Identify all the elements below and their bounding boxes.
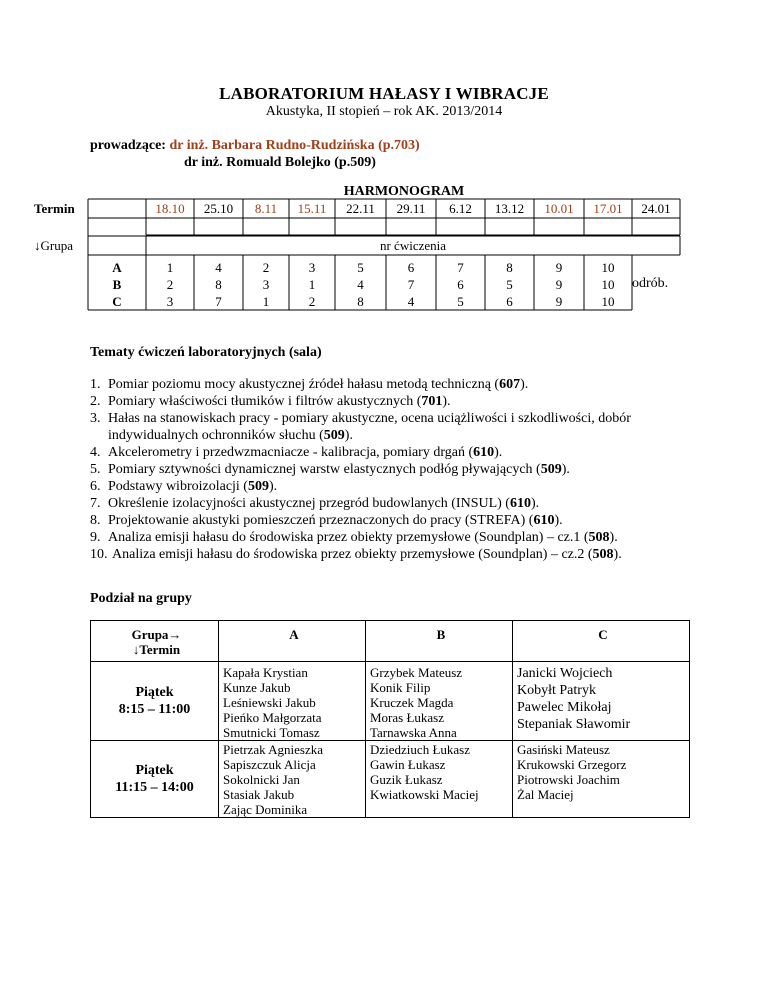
topic-number: 8. xyxy=(90,513,101,528)
exercise-cell: 3 xyxy=(308,260,316,275)
topics-list xyxy=(90,376,720,563)
topic-text: Podstawy wibroizolacji (509). xyxy=(108,479,278,494)
member-name: Stepaniak Sławomir xyxy=(517,717,631,732)
exercise-cell: 8 xyxy=(215,277,222,292)
exercise-cell: 5 xyxy=(506,277,513,292)
exercise-cell: 3 xyxy=(262,277,270,292)
member-name: Pieńko Małgorzata xyxy=(223,710,322,725)
topic-item xyxy=(90,512,720,529)
topic-number: 10. xyxy=(90,547,108,562)
topic-item xyxy=(90,444,720,461)
topic-item xyxy=(90,478,720,495)
topic-number: 4. xyxy=(90,445,101,460)
topic-number: 3. xyxy=(90,411,101,426)
date-cell: 15.11 xyxy=(297,201,327,216)
instructor-1: dr inż. Barbara Rudno-Rudzińska (p.703) xyxy=(169,138,420,153)
group-a-members xyxy=(219,741,366,818)
topic-room: 509 xyxy=(247,479,269,494)
topic-text: Pomiary właściwości tłumików i filtrów akustycznych (701). xyxy=(108,394,451,409)
member-name: Pietrzak Agnieszka xyxy=(223,742,323,757)
member-name: Kruczek Magda xyxy=(370,695,454,710)
group-col-a: A xyxy=(219,621,366,662)
topic-item xyxy=(90,393,720,410)
exercise-cell: 1 xyxy=(308,277,316,292)
date-cell: 24.01 xyxy=(641,201,671,216)
exercise-cell: 3 xyxy=(166,294,174,309)
makeup-label: odrób. xyxy=(632,276,669,291)
exercise-cell: 9 xyxy=(555,277,563,292)
date-cell: 17.01 xyxy=(593,201,623,216)
exercise-cell: 7 xyxy=(407,277,415,292)
group-b-members xyxy=(366,662,513,741)
topic-text: Analiza emisji hałasu do środowiska przez obiekty przemysłowe (Soundplan) – cz.1 (508). xyxy=(108,530,618,545)
topic-text: Pomiary sztywności dynamicznej warstw elastycznych podłóg pływających (509). xyxy=(108,462,570,477)
topic-number: 2. xyxy=(90,394,101,409)
topic-number: 6. xyxy=(90,479,101,494)
exercise-cell: 7 xyxy=(457,260,464,275)
group-c-members xyxy=(513,662,690,741)
topic-number: 5. xyxy=(90,462,101,477)
topic-room: 610 xyxy=(473,445,495,460)
group-label: A xyxy=(112,260,122,275)
group-label: C xyxy=(112,294,122,309)
topic-text: Analiza emisji hałasu do środowiska przez obiekty przemysłowe (Soundplan) – cz.2 (508). xyxy=(112,547,622,562)
group-col-c: C xyxy=(513,621,690,662)
exercise-cell: 10 xyxy=(601,260,615,275)
date-cell: 6.12 xyxy=(449,201,472,216)
document-title: LABORATORIUM HAŁASY I WIBRACJE xyxy=(219,84,549,103)
harmonogram-title: HARMONOGRAM xyxy=(343,184,465,199)
topic-text: Hałas na stanowiskach pracy - pomiary akustyczne, ocena uciążliwości i szkodliwości, dobór indywidualnych ochronników słuchu (509). xyxy=(108,411,631,443)
topic-item xyxy=(90,461,720,478)
exercise-cell: 1 xyxy=(166,260,174,275)
exercise-label: nr ćwiczenia xyxy=(379,238,447,253)
member-name: Zając Dominika xyxy=(223,802,308,817)
topic-room: 508 xyxy=(588,530,610,545)
topic-item xyxy=(90,410,720,444)
groups-table xyxy=(90,620,690,818)
member-name: Kapała Krystian xyxy=(223,665,308,680)
exercise-cell: 10 xyxy=(601,294,615,309)
grupa-label: ↓Grupa xyxy=(34,238,73,253)
group-b-members xyxy=(366,741,513,818)
topic-text: Określenie izolacyjności akustycznej przegród budowlanych (INSUL) (610). xyxy=(108,496,540,511)
instructors-label: prowadzące: xyxy=(90,138,166,153)
exercise-cell: 5 xyxy=(457,294,464,309)
member-name: Sokolnicki Jan xyxy=(223,772,300,787)
exercise-cell: 2 xyxy=(166,277,174,292)
topic-room: 607 xyxy=(499,377,521,392)
exercise-cell: 7 xyxy=(215,294,222,309)
group-label: B xyxy=(112,277,122,292)
exercise-cell: 2 xyxy=(262,260,270,275)
topic-room: 509 xyxy=(323,428,345,443)
topic-item xyxy=(90,546,720,563)
member-name: Kunze Jakub xyxy=(223,680,291,695)
member-name: Piotrowski Joachim xyxy=(517,772,620,787)
groups-heading: Podział na grupy xyxy=(90,591,192,606)
topic-room: 610 xyxy=(509,496,531,511)
member-name: Pawelec Mikołaj xyxy=(517,700,612,715)
member-name: Guzik Łukasz xyxy=(370,772,443,787)
exercise-cell: 5 xyxy=(357,260,364,275)
topic-number: 1. xyxy=(90,377,101,392)
member-name: Janicki Wojciech xyxy=(517,666,613,681)
exercise-cell: 2 xyxy=(308,294,316,309)
member-name: Krukowski Grzegorz xyxy=(517,757,627,772)
slot-time xyxy=(91,662,219,741)
exercise-cell: 9 xyxy=(555,294,563,309)
instructor-2: dr inż. Romuald Bolejko (p.509) xyxy=(184,155,376,170)
slot-hours: 11:15 – 14:00 xyxy=(115,780,194,795)
exercise-cell: 8 xyxy=(506,260,513,275)
group-col-b: B xyxy=(366,621,513,662)
date-cell: 22.11 xyxy=(346,201,375,216)
member-name: Stasiak Jakub xyxy=(223,787,295,802)
topic-room: 610 xyxy=(533,513,555,528)
exercise-cell: 10 xyxy=(601,277,615,292)
topic-room: 508 xyxy=(592,547,614,562)
member-name: Smutnicki Tomasz xyxy=(223,725,320,740)
exercise-cell: 6 xyxy=(457,277,464,292)
topic-number: 9. xyxy=(90,530,101,545)
slot-day: Piątek xyxy=(135,763,174,778)
groups-corner: Grupa→ ↓Termin xyxy=(91,621,219,662)
date-cell: 10.01 xyxy=(544,201,574,216)
exercise-cell: 1 xyxy=(262,294,270,309)
document-subtitle: Akustyka, II stopień – rok AK. 2013/2014 xyxy=(265,104,503,119)
slot-hours: 8:15 – 11:00 xyxy=(118,702,191,717)
exercise-cell: 6 xyxy=(506,294,513,309)
slot-time xyxy=(91,741,219,818)
topic-room: 701 xyxy=(421,394,443,409)
exercise-cell: 6 xyxy=(407,260,415,275)
member-name: Grzybek Mateusz xyxy=(370,665,463,680)
member-name: Leśniewski Jakub xyxy=(223,695,316,710)
group-c-members xyxy=(513,741,690,818)
date-cell: 29.11 xyxy=(396,201,426,216)
date-cell: 13.12 xyxy=(494,201,525,216)
topic-text: Projektowanie akustyki pomieszczeń przeznaczonych do pracy (STREFA) (610). xyxy=(108,513,563,528)
date-cell: 25.10 xyxy=(203,201,234,216)
member-name: Tarnawska Anna xyxy=(370,725,457,740)
topic-item xyxy=(90,495,720,512)
member-name: Konik Filip xyxy=(370,680,431,695)
termin-label: Termin xyxy=(34,201,75,216)
exercise-cell: 4 xyxy=(357,277,364,292)
member-name: Sapiszczuk Alicja xyxy=(223,757,316,772)
member-name: Moras Łukasz xyxy=(370,710,445,725)
member-name: Żal Maciej xyxy=(517,787,574,802)
topic-item xyxy=(90,529,720,546)
exercise-cell: 4 xyxy=(407,294,415,309)
date-cell: 18.10 xyxy=(155,201,185,216)
group-a-members xyxy=(219,662,366,741)
member-name: Gasiński Mateusz xyxy=(517,742,610,757)
topics-heading: Tematy ćwiczeń laboratoryjnych (sala) xyxy=(90,345,322,360)
topic-number: 7. xyxy=(90,496,101,511)
member-name: Kobyłt Patryk xyxy=(517,683,596,698)
member-name: Kwiatkowski Maciej xyxy=(370,787,479,802)
member-name: Dziedziuch Łukasz xyxy=(370,742,470,757)
exercise-cell: 9 xyxy=(555,260,563,275)
date-cell: 8.11 xyxy=(254,201,278,216)
topic-text: Akcelerometry i przedwzmacniacze - kalibracja, pomiary drgań (610). xyxy=(108,445,503,460)
exercise-cell: 8 xyxy=(357,294,364,309)
topic-text: Pomiar poziomu mocy akustycznej źródeł hałasu metodą techniczną (607). xyxy=(108,377,529,392)
member-name: Gawin Łukasz xyxy=(370,757,446,772)
slot-day: Piątek xyxy=(135,685,174,700)
topic-room: 509 xyxy=(540,462,562,477)
exercise-cell: 4 xyxy=(215,260,222,275)
topic-item xyxy=(90,376,720,393)
